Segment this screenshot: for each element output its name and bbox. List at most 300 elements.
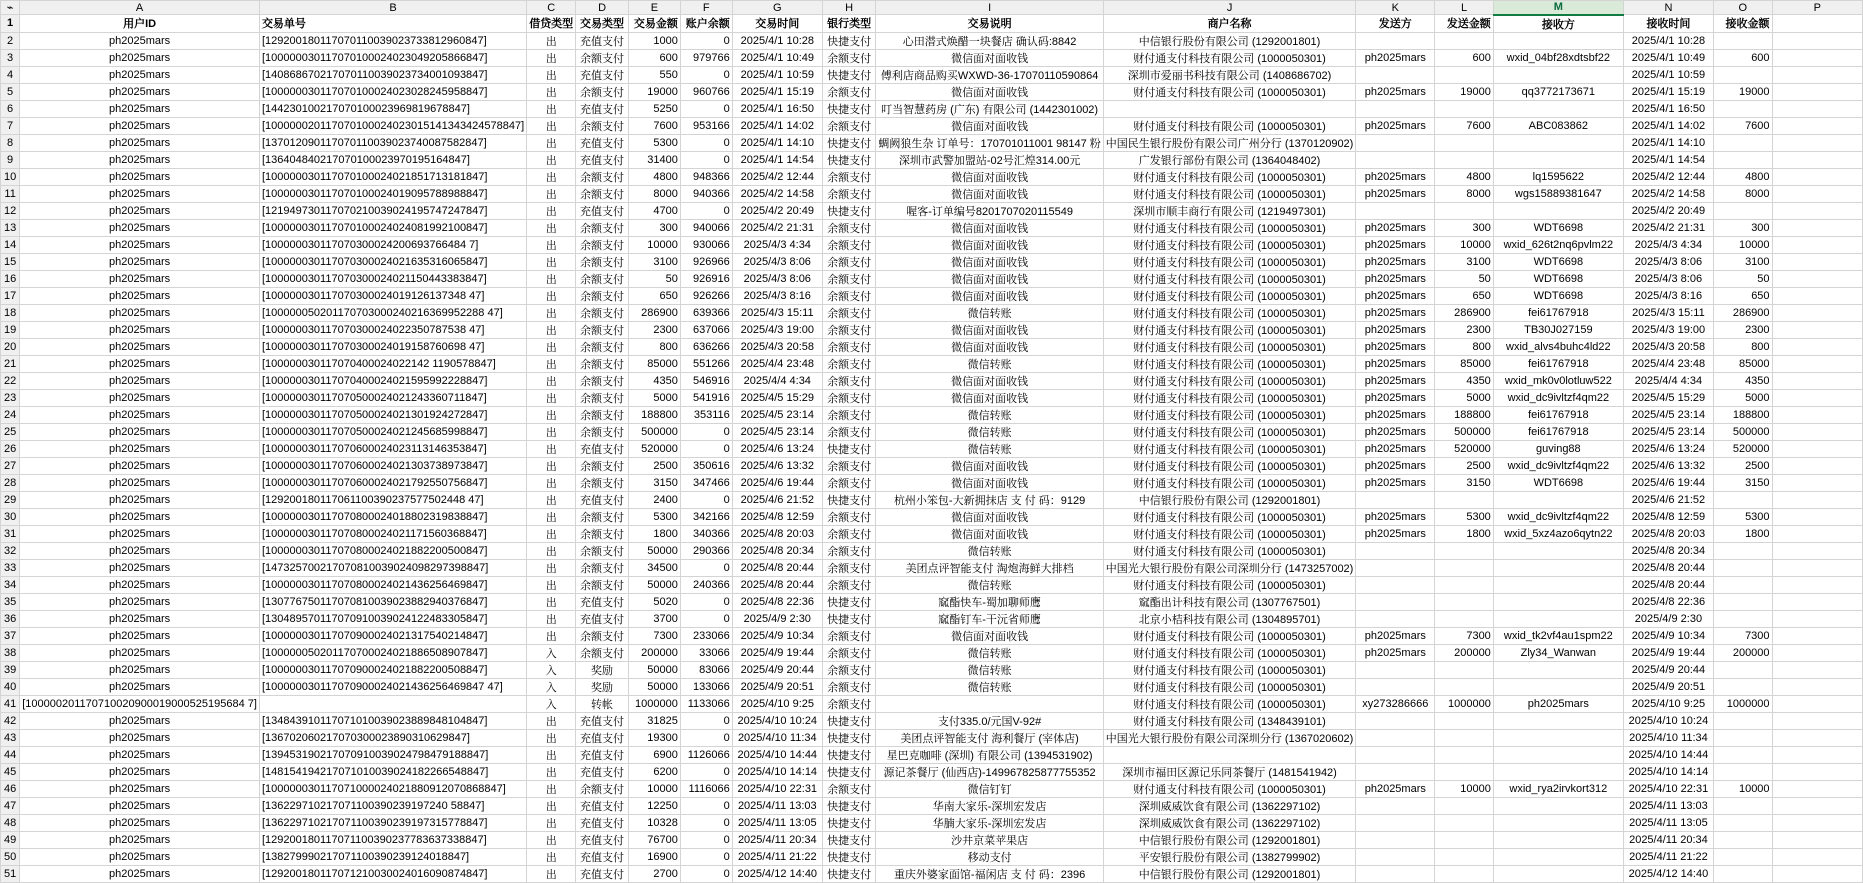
cell-J25[interactable]: 财付通支付科技有限公司 (1000050301) <box>1103 423 1356 440</box>
cell-I32[interactable]: 微信转账 <box>876 542 1103 559</box>
cell-H24[interactable]: 余额支付 <box>822 406 876 423</box>
cell-F27[interactable]: 350616 <box>680 457 732 474</box>
cell-C19[interactable]: 出 <box>527 321 576 338</box>
cell-J8[interactable]: 中国民生银行股份有限公司广州分行 (1370120902) <box>1103 134 1356 151</box>
cell-B6[interactable]: [144230100217070100023969819678847] <box>259 100 526 117</box>
cell-H29[interactable]: 快捷支付 <box>822 491 876 508</box>
cell-K13[interactable]: ph2025mars <box>1356 219 1435 236</box>
cell-F8[interactable]: 0 <box>680 134 732 151</box>
cell-M25[interactable]: fei61767918 <box>1493 423 1623 440</box>
cell-B9[interactable]: [136404840217070100023970195164847] <box>259 151 526 168</box>
cell-D1[interactable]: 交易类型 <box>576 15 629 33</box>
table-row[interactable] <box>1 627 1863 644</box>
cell-C10[interactable]: 出 <box>527 168 576 185</box>
cell-G40[interactable]: 2025/4/9 20:51 <box>732 678 822 695</box>
cell-C15[interactable]: 出 <box>527 253 576 270</box>
cell-M36[interactable] <box>1493 610 1623 627</box>
cell-J47[interactable]: 深圳威威饮食有限公司 (1362297102) <box>1103 797 1356 814</box>
table-row[interactable] <box>1 576 1863 593</box>
column-header-p[interactable]: P <box>1772 1 1862 15</box>
cell-C25[interactable]: 出 <box>527 423 576 440</box>
cell-A36[interactable]: ph2025mars <box>20 610 260 627</box>
cell-E30[interactable]: 5300 <box>628 508 680 525</box>
cell-O43[interactable] <box>1714 729 1773 746</box>
cell-K23[interactable]: ph2025mars <box>1356 389 1435 406</box>
cell-E17[interactable]: 650 <box>628 287 680 304</box>
cell-G2[interactable]: 2025/4/1 10:28 <box>732 32 822 49</box>
row-header[interactable]: 45 <box>1 763 20 780</box>
column-header-l[interactable]: L <box>1435 1 1494 15</box>
cell-H3[interactable]: 余额支付 <box>822 49 876 66</box>
cell-O27[interactable]: 2500 <box>1714 457 1773 474</box>
cell-M17[interactable]: WDT6698 <box>1493 287 1623 304</box>
cell-N4[interactable]: 2025/4/1 10:59 <box>1623 66 1713 83</box>
cell-G16[interactable]: 2025/4/3 8:06 <box>732 270 822 287</box>
cell-B20[interactable]: [100000030117070300024019158760698 47] <box>259 338 526 355</box>
table-row[interactable] <box>1 525 1863 542</box>
cell-O3[interactable]: 600 <box>1714 49 1773 66</box>
cell-H15[interactable]: 余额支付 <box>822 253 876 270</box>
row-header[interactable]: 9 <box>1 151 20 168</box>
cell-N29[interactable]: 2025/4/6 21:52 <box>1623 491 1713 508</box>
cell-N51[interactable]: 2025/4/12 14:40 <box>1623 865 1713 882</box>
cell-L8[interactable] <box>1435 134 1494 151</box>
cell-C41[interactable]: 入 <box>527 695 576 712</box>
cell-I44[interactable]: 星巴克咖啡 (深圳) 有限公司 (1394531902) <box>876 746 1103 763</box>
cell-A40[interactable]: ph2025mars <box>20 678 260 695</box>
cell-I51[interactable]: 重庆外婆家面馆-福闲店 支 付 码：2396 <box>876 865 1103 882</box>
cell-E39[interactable]: 50000 <box>628 661 680 678</box>
cell-H47[interactable]: 快捷支付 <box>822 797 876 814</box>
cell-B10[interactable]: [100000030117070100024021851713181847] <box>259 168 526 185</box>
cell-P19[interactable] <box>1772 321 1862 338</box>
cell-F2[interactable]: 0 <box>680 32 732 49</box>
cell-I15[interactable]: 微信面对面收钱 <box>876 253 1103 270</box>
cell-G3[interactable]: 2025/4/1 10:49 <box>732 49 822 66</box>
cell-H6[interactable]: 快捷支付 <box>822 100 876 117</box>
cell-E6[interactable]: 5250 <box>628 100 680 117</box>
cell-B25[interactable]: [100000030117070500024021245685998847] <box>259 423 526 440</box>
cell-J29[interactable]: 中信银行股份有限公司 (1292001801) <box>1103 491 1356 508</box>
cell-K1[interactable]: 发送方 <box>1356 15 1435 33</box>
cell-H13[interactable]: 余额支付 <box>822 219 876 236</box>
table-row[interactable] <box>1 865 1863 882</box>
cell-K32[interactable] <box>1356 542 1435 559</box>
cell-P20[interactable] <box>1772 338 1862 355</box>
cell-N48[interactable]: 2025/4/11 13:05 <box>1623 814 1713 831</box>
cell-D16[interactable]: 余额支付 <box>576 270 629 287</box>
column-header-j[interactable]: J <box>1103 1 1356 15</box>
cell-O26[interactable]: 520000 <box>1714 440 1773 457</box>
cell-O33[interactable] <box>1714 559 1773 576</box>
cell-I26[interactable]: 微信转账 <box>876 440 1103 457</box>
cell-I5[interactable]: 微信面对面收钱 <box>876 83 1103 100</box>
cell-G6[interactable]: 2025/4/1 16:50 <box>732 100 822 117</box>
cell-P49[interactable] <box>1772 831 1862 848</box>
cell-P36[interactable] <box>1772 610 1862 627</box>
cell-O16[interactable]: 50 <box>1714 270 1773 287</box>
cell-P4[interactable] <box>1772 66 1862 83</box>
cell-G29[interactable]: 2025/4/6 21:52 <box>732 491 822 508</box>
cell-F37[interactable]: 233066 <box>680 627 732 644</box>
cell-G41[interactable]: 2025/4/10 9:25 <box>732 695 822 712</box>
row-header[interactable]: 40 <box>1 678 20 695</box>
cell-L18[interactable]: 286900 <box>1435 304 1494 321</box>
cell-E35[interactable]: 5020 <box>628 593 680 610</box>
cell-F46[interactable]: 1116066 <box>680 780 732 797</box>
cell-B21[interactable]: [100000030117070400024022142 1190578847] <box>259 355 526 372</box>
row-header[interactable]: 8 <box>1 134 20 151</box>
cell-D2[interactable]: 充值支付 <box>576 32 629 49</box>
cell-O22[interactable]: 4350 <box>1714 372 1773 389</box>
cell-O24[interactable]: 188800 <box>1714 406 1773 423</box>
cell-M14[interactable]: wxid_626t2nq6pvlm22 <box>1493 236 1623 253</box>
cell-C43[interactable]: 出 <box>527 729 576 746</box>
cell-G42[interactable]: 2025/4/10 10:24 <box>732 712 822 729</box>
table-row[interactable] <box>1 372 1863 389</box>
cell-P22[interactable] <box>1772 372 1862 389</box>
row-header[interactable]: 44 <box>1 746 20 763</box>
cell-C9[interactable]: 出 <box>527 151 576 168</box>
cell-B1[interactable]: 交易单号 <box>259 15 526 33</box>
row-header[interactable]: 19 <box>1 321 20 338</box>
cell-D26[interactable]: 充值支付 <box>576 440 629 457</box>
cell-B4[interactable]: [140868670217070110039023734001093847] <box>259 66 526 83</box>
cell-O35[interactable] <box>1714 593 1773 610</box>
cell-C44[interactable]: 出 <box>527 746 576 763</box>
cell-N37[interactable]: 2025/4/9 10:34 <box>1623 627 1713 644</box>
cell-L45[interactable] <box>1435 763 1494 780</box>
cell-N5[interactable]: 2025/4/1 15:19 <box>1623 83 1713 100</box>
cell-P33[interactable] <box>1772 559 1862 576</box>
cell-B27[interactable]: [100000030117070600024021303738973847] <box>259 457 526 474</box>
cell-D36[interactable]: 充值支付 <box>576 610 629 627</box>
cell-D12[interactable]: 充值支付 <box>576 202 629 219</box>
cell-M4[interactable] <box>1493 66 1623 83</box>
cell-F36[interactable]: 0 <box>680 610 732 627</box>
cell-P11[interactable] <box>1772 185 1862 202</box>
table-row[interactable] <box>1 338 1863 355</box>
cell-A28[interactable]: ph2025mars <box>20 474 260 491</box>
cell-J30[interactable]: 财付通支付科技有限公司 (1000050301) <box>1103 508 1356 525</box>
table-row[interactable] <box>1 593 1863 610</box>
cell-M51[interactable] <box>1493 865 1623 882</box>
cell-J19[interactable]: 财付通支付科技有限公司 (1000050301) <box>1103 321 1356 338</box>
cell-K36[interactable] <box>1356 610 1435 627</box>
column-header-d[interactable]: D <box>576 1 629 15</box>
cell-H25[interactable]: 余额支付 <box>822 423 876 440</box>
cell-G49[interactable]: 2025/4/11 20:34 <box>732 831 822 848</box>
cell-G18[interactable]: 2025/4/3 15:11 <box>732 304 822 321</box>
cell-B28[interactable]: [100000030117070600024021792550756847] <box>259 474 526 491</box>
cell-N44[interactable]: 2025/4/10 14:44 <box>1623 746 1713 763</box>
cell-D43[interactable]: 充值支付 <box>576 729 629 746</box>
cell-M30[interactable]: wxid_dc9ivltzf4qm22 <box>1493 508 1623 525</box>
cell-J3[interactable]: 财付通支付科技有限公司 (1000050301) <box>1103 49 1356 66</box>
cell-G11[interactable]: 2025/4/2 14:58 <box>732 185 822 202</box>
cell-E33[interactable]: 34500 <box>628 559 680 576</box>
cell-P51[interactable] <box>1772 865 1862 882</box>
table-row[interactable] <box>1 406 1863 423</box>
cell-F43[interactable]: 0 <box>680 729 732 746</box>
cell-E31[interactable]: 1800 <box>628 525 680 542</box>
cell-O6[interactable] <box>1714 100 1773 117</box>
cell-I19[interactable]: 微信面对面收钱 <box>876 321 1103 338</box>
cell-A39[interactable]: ph2025mars <box>20 661 260 678</box>
cell-C32[interactable]: 出 <box>527 542 576 559</box>
cell-J40[interactable]: 财付通支付科技有限公司 (1000050301) <box>1103 678 1356 695</box>
column-header-i[interactable]: I <box>876 1 1103 15</box>
cell-H39[interactable]: 余额支付 <box>822 661 876 678</box>
cell-I28[interactable]: 微信面对面收钱 <box>876 474 1103 491</box>
cell-N45[interactable]: 2025/4/10 14:14 <box>1623 763 1713 780</box>
table-row[interactable] <box>1 457 1863 474</box>
cell-D38[interactable]: 余额支付 <box>576 644 629 661</box>
cell-P17[interactable] <box>1772 287 1862 304</box>
cell-N27[interactable]: 2025/4/6 13:32 <box>1623 457 1713 474</box>
cell-I8[interactable]: 蜩阙狼生杂 订单号：170701011001 98147 粉 <box>876 134 1103 151</box>
cell-A43[interactable]: ph2025mars <box>20 729 260 746</box>
cell-K6[interactable] <box>1356 100 1435 117</box>
cell-A23[interactable]: ph2025mars <box>20 389 260 406</box>
cell-H40[interactable]: 余额支付 <box>822 678 876 695</box>
cell-A37[interactable]: ph2025mars <box>20 627 260 644</box>
table-row[interactable] <box>1 848 1863 865</box>
cell-J27[interactable]: 财付通支付科技有限公司 (1000050301) <box>1103 457 1356 474</box>
cell-N32[interactable]: 2025/4/8 20:34 <box>1623 542 1713 559</box>
cell-G8[interactable]: 2025/4/1 14:10 <box>732 134 822 151</box>
cell-G28[interactable]: 2025/4/6 19:44 <box>732 474 822 491</box>
cell-G30[interactable]: 2025/4/8 12:59 <box>732 508 822 525</box>
cell-O11[interactable]: 8000 <box>1714 185 1773 202</box>
cell-H41[interactable]: 余额支付 <box>822 695 876 712</box>
select-all-corner[interactable]: ⌁ <box>1 1 20 15</box>
cell-L9[interactable] <box>1435 151 1494 168</box>
cell-L1[interactable]: 发送金额 <box>1435 15 1494 33</box>
cell-F18[interactable]: 639366 <box>680 304 732 321</box>
table-row[interactable] <box>1 32 1863 49</box>
cell-H27[interactable]: 余额支付 <box>822 457 876 474</box>
cell-G26[interactable]: 2025/4/6 13:24 <box>732 440 822 457</box>
cell-E4[interactable]: 550 <box>628 66 680 83</box>
cell-I10[interactable]: 微信面对面收钱 <box>876 168 1103 185</box>
cell-E14[interactable]: 10000 <box>628 236 680 253</box>
cell-E44[interactable]: 6900 <box>628 746 680 763</box>
cell-M8[interactable] <box>1493 134 1623 151</box>
cell-P43[interactable] <box>1772 729 1862 746</box>
cell-M39[interactable] <box>1493 661 1623 678</box>
cell-O47[interactable] <box>1714 797 1773 814</box>
cell-O5[interactable]: 19000 <box>1714 83 1773 100</box>
cell-A1[interactable]: 用户ID <box>20 15 260 33</box>
cell-O2[interactable] <box>1714 32 1773 49</box>
cell-E11[interactable]: 8000 <box>628 185 680 202</box>
cell-L27[interactable]: 2500 <box>1435 457 1494 474</box>
cell-G51[interactable]: 2025/4/12 14:40 <box>732 865 822 882</box>
cell-B32[interactable]: [100000030117070800024021882200500847] <box>259 542 526 559</box>
row-header[interactable]: 18 <box>1 304 20 321</box>
cell-I24[interactable]: 微信转账 <box>876 406 1103 423</box>
cell-G33[interactable]: 2025/4/8 20:44 <box>732 559 822 576</box>
cell-O25[interactable]: 500000 <box>1714 423 1773 440</box>
cell-I4[interactable]: 傅利店商品购买WXWD-36-17070110590864 <box>876 66 1103 83</box>
cell-L39[interactable] <box>1435 661 1494 678</box>
cell-L36[interactable] <box>1435 610 1494 627</box>
cell-L50[interactable] <box>1435 848 1494 865</box>
cell-A27[interactable]: ph2025mars <box>20 457 260 474</box>
cell-K46[interactable]: ph2025mars <box>1356 780 1435 797</box>
cell-K28[interactable]: ph2025mars <box>1356 474 1435 491</box>
cell-M38[interactable]: Zly34_Wanwan <box>1493 644 1623 661</box>
cell-M29[interactable] <box>1493 491 1623 508</box>
cell-P48[interactable] <box>1772 814 1862 831</box>
table-row[interactable] <box>1 83 1863 100</box>
cell-F14[interactable]: 930066 <box>680 236 732 253</box>
cell-O7[interactable]: 7600 <box>1714 117 1773 134</box>
cell-B33[interactable]: [147325700217070810039024098297398847] <box>259 559 526 576</box>
cell-D40[interactable]: 奖励 <box>576 678 629 695</box>
cell-F4[interactable]: 0 <box>680 66 732 83</box>
cell-M3[interactable]: wxid_04bf28xdtsbf22 <box>1493 49 1623 66</box>
cell-P5[interactable] <box>1772 83 1862 100</box>
cell-A8[interactable]: ph2025mars <box>20 134 260 151</box>
cell-O9[interactable] <box>1714 151 1773 168</box>
row-header[interactable]: 35 <box>1 593 20 610</box>
cell-I12[interactable]: 喔客-订单编号8201707020115549 <box>876 202 1103 219</box>
cell-A33[interactable]: ph2025mars <box>20 559 260 576</box>
cell-D24[interactable]: 余额支付 <box>576 406 629 423</box>
cell-O30[interactable]: 5300 <box>1714 508 1773 525</box>
cell-J39[interactable]: 财付通支付科技有限公司 (1000050301) <box>1103 661 1356 678</box>
cell-I18[interactable]: 微信转账 <box>876 304 1103 321</box>
cell-C45[interactable]: 出 <box>527 763 576 780</box>
cell-I20[interactable]: 微信面对面收钱 <box>876 338 1103 355</box>
cell-B8[interactable]: [137012090117070110039023740087582847] <box>259 134 526 151</box>
cell-F1[interactable]: 账户余额 <box>680 15 732 33</box>
cell-L33[interactable] <box>1435 559 1494 576</box>
cell-O29[interactable] <box>1714 491 1773 508</box>
table-row[interactable] <box>1 610 1863 627</box>
cell-P46[interactable] <box>1772 780 1862 797</box>
cell-P6[interactable] <box>1772 100 1862 117</box>
cell-J22[interactable]: 财付通支付科技有限公司 (1000050301) <box>1103 372 1356 389</box>
cell-H31[interactable]: 余额支付 <box>822 525 876 542</box>
cell-M47[interactable] <box>1493 797 1623 814</box>
cell-H2[interactable]: 快捷支付 <box>822 32 876 49</box>
cell-P16[interactable] <box>1772 270 1862 287</box>
cell-N38[interactable]: 2025/4/9 19:44 <box>1623 644 1713 661</box>
cell-D33[interactable]: 余额支付 <box>576 559 629 576</box>
cell-F7[interactable]: 953166 <box>680 117 732 134</box>
cell-E40[interactable]: 50000 <box>628 678 680 695</box>
cell-N40[interactable]: 2025/4/9 20:51 <box>1623 678 1713 695</box>
row-header[interactable]: 38 <box>1 644 20 661</box>
cell-M7[interactable]: ABC083862 <box>1493 117 1623 134</box>
cell-N31[interactable]: 2025/4/8 20:03 <box>1623 525 1713 542</box>
cell-N17[interactable]: 2025/4/3 8:16 <box>1623 287 1713 304</box>
cell-P23[interactable] <box>1772 389 1862 406</box>
cell-C22[interactable]: 出 <box>527 372 576 389</box>
cell-J51[interactable]: 中信银行股份有限公司 (1292001801) <box>1103 865 1356 882</box>
cell-N15[interactable]: 2025/4/3 8:06 <box>1623 253 1713 270</box>
cell-P32[interactable] <box>1772 542 1862 559</box>
cell-I17[interactable]: 微信面对面收钱 <box>876 287 1103 304</box>
cell-L16[interactable]: 50 <box>1435 270 1494 287</box>
cell-E19[interactable]: 2300 <box>628 321 680 338</box>
cell-J12[interactable]: 深圳市顺丰商行有限公司 (1219497301) <box>1103 202 1356 219</box>
cell-B29[interactable]: [129200180117061100390237577502448 47] <box>259 491 526 508</box>
cell-C11[interactable]: 出 <box>527 185 576 202</box>
table-row[interactable] <box>1 321 1863 338</box>
cell-L37[interactable]: 7300 <box>1435 627 1494 644</box>
cell-B34[interactable]: [100000030117070800024021436256469847] <box>259 576 526 593</box>
cell-F28[interactable]: 347466 <box>680 474 732 491</box>
cell-K34[interactable] <box>1356 576 1435 593</box>
table-row[interactable] <box>1 831 1863 848</box>
cell-P10[interactable] <box>1772 168 1862 185</box>
cell-J36[interactable]: 北京小桔科技有限公司 (1304895701) <box>1103 610 1356 627</box>
table-row[interactable] <box>1 814 1863 831</box>
cell-K2[interactable] <box>1356 32 1435 49</box>
table-row[interactable] <box>1 355 1863 372</box>
cell-B30[interactable]: [100000030117070800024018802319838847] <box>259 508 526 525</box>
cell-C6[interactable]: 出 <box>527 100 576 117</box>
cell-F16[interactable]: 926916 <box>680 270 732 287</box>
cell-N49[interactable]: 2025/4/11 20:34 <box>1623 831 1713 848</box>
cell-A11[interactable]: ph2025mars <box>20 185 260 202</box>
cell-I34[interactable]: 微信转账 <box>876 576 1103 593</box>
cell-E12[interactable]: 4700 <box>628 202 680 219</box>
cell-O8[interactable] <box>1714 134 1773 151</box>
cell-J44[interactable] <box>1103 746 1356 763</box>
cell-D6[interactable]: 充值支付 <box>576 100 629 117</box>
table-row[interactable] <box>1 780 1863 797</box>
cell-P39[interactable] <box>1772 661 1862 678</box>
cell-M28[interactable]: WDT6698 <box>1493 474 1623 491</box>
cell-K10[interactable]: ph2025mars <box>1356 168 1435 185</box>
row-header[interactable]: 31 <box>1 525 20 542</box>
row-header[interactable]: 27 <box>1 457 20 474</box>
cell-C38[interactable]: 入 <box>527 644 576 661</box>
cell-A41[interactable]: [100000201170710020900019000525195684 7] <box>20 695 260 712</box>
cell-M40[interactable] <box>1493 678 1623 695</box>
cell-K51[interactable] <box>1356 865 1435 882</box>
cell-C3[interactable]: 出 <box>527 49 576 66</box>
cell-B37[interactable]: [100000030117070900024021317540214847] <box>259 627 526 644</box>
column-header-h[interactable]: H <box>822 1 876 15</box>
row-header[interactable]: 46 <box>1 780 20 797</box>
cell-D21[interactable]: 余额支付 <box>576 355 629 372</box>
cell-C47[interactable]: 出 <box>527 797 576 814</box>
cell-M48[interactable] <box>1493 814 1623 831</box>
cell-K9[interactable] <box>1356 151 1435 168</box>
cell-D11[interactable]: 余额支付 <box>576 185 629 202</box>
cell-J50[interactable]: 平安银行股份有限公司 (1382799902) <box>1103 848 1356 865</box>
row-header[interactable]: 49 <box>1 831 20 848</box>
cell-I23[interactable]: 微信面对面收钱 <box>876 389 1103 406</box>
cell-M19[interactable]: TB30J027159 <box>1493 321 1623 338</box>
cell-O49[interactable] <box>1714 831 1773 848</box>
row-header[interactable]: 15 <box>1 253 20 270</box>
cell-N16[interactable]: 2025/4/3 8:06 <box>1623 270 1713 287</box>
cell-L44[interactable] <box>1435 746 1494 763</box>
row-header[interactable]: 12 <box>1 202 20 219</box>
cell-P41[interactable] <box>1772 695 1862 712</box>
cell-C34[interactable]: 出 <box>527 576 576 593</box>
cell-K11[interactable]: ph2025mars <box>1356 185 1435 202</box>
cell-N7[interactable]: 2025/4/1 14:02 <box>1623 117 1713 134</box>
cell-C20[interactable]: 出 <box>527 338 576 355</box>
